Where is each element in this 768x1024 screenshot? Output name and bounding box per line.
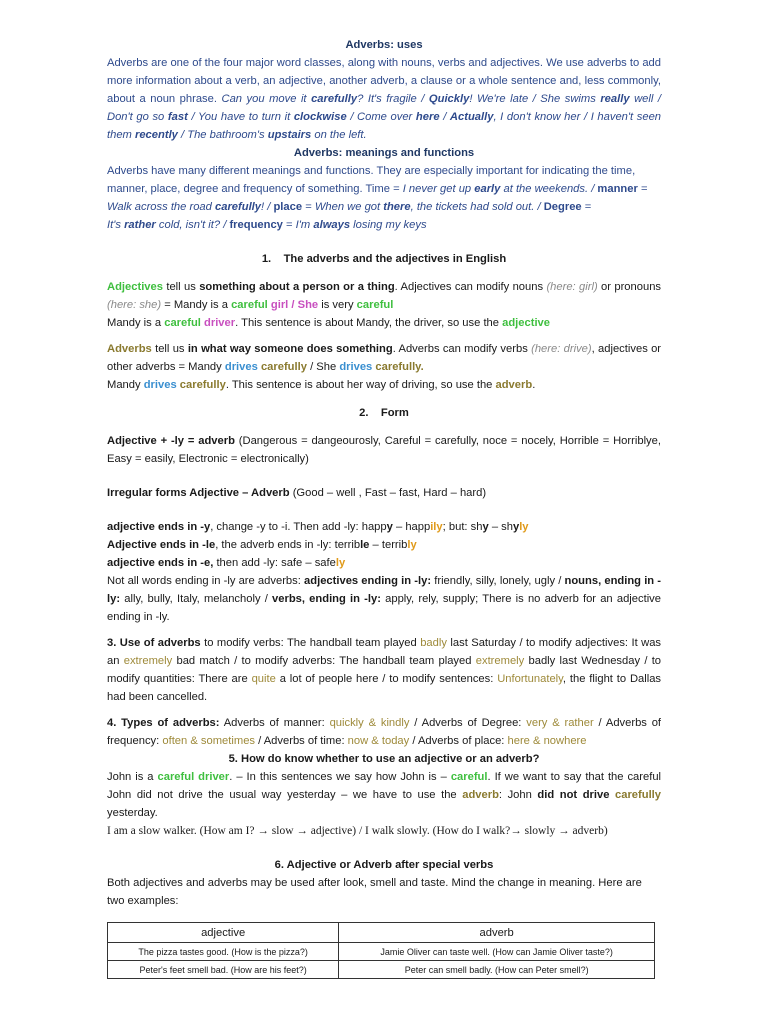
ex: When we got (314, 201, 381, 213)
ex-adverb: always (313, 219, 351, 231)
text-bold: Adjective + -ly = adverb (107, 435, 235, 447)
noun-word: driver (204, 317, 236, 329)
heading-adverbs-adjectives: 1. The adverbs and the adjectives in English (261, 253, 507, 265)
ex: ? It's fragile / (357, 93, 425, 105)
text-bold: something about a person or a thing (199, 281, 395, 293)
use-of-adverbs (107, 634, 661, 706)
ex: ! We're late / She swims (469, 93, 596, 105)
ex: It's (107, 219, 121, 231)
ex-adverb: Actually (449, 111, 494, 123)
ex-adverb: upstairs (267, 129, 312, 141)
ex-adverb: really (600, 93, 630, 105)
ex: ! / (261, 201, 271, 213)
adverb-word: carefully (260, 361, 307, 373)
text-bold: 4. Types of adverbs: (107, 717, 220, 729)
ex: I'm (295, 219, 311, 231)
text: badly last Wednesday / to modify quantities: There are (107, 655, 662, 685)
ex-adverb: there (383, 201, 411, 213)
text-bold: le (360, 539, 370, 551)
term: place (273, 201, 303, 213)
rule-y (107, 518, 661, 536)
note: (here: drive) (531, 343, 592, 355)
ex-adverb: recently (134, 129, 178, 141)
suffix: ly (519, 521, 529, 533)
ex: well / Don't go so (107, 93, 661, 123)
text: is very (321, 299, 354, 311)
text: yesterday. (107, 807, 158, 819)
adjective-word: careful (450, 771, 488, 783)
adverb-example: badly (420, 637, 447, 649)
ex: / (443, 111, 447, 123)
ex: cold, isn't it? / (158, 219, 227, 231)
adverb-example: extremely (123, 655, 173, 667)
uses-intro: Adverbs are one of the four major word classes, along with nouns, verbs and adjectives. We use adverbs to add more information about a verb, an adjective, another adverb, a clause or a whole sentence and, less commonly, about a noun phrase. (107, 57, 661, 105)
ex: , I don't know her / I haven't seen them (107, 111, 662, 141)
text: / Adverbs of place: (412, 735, 505, 747)
form-rule (107, 432, 661, 468)
text: apply, rely, supply; There is no adverb for an adjective ending in -ly. (107, 593, 661, 623)
text: : John (498, 789, 532, 801)
rule-le (107, 536, 661, 554)
text: to modify verbs: The handball team played (204, 637, 417, 649)
text: or pronouns (601, 281, 662, 293)
adverbs-paragraph (107, 340, 661, 394)
text: ; but: sh (442, 521, 483, 533)
noun-word: girl / She (270, 299, 319, 311)
text: – happ (395, 521, 431, 533)
text-bold: adjectives ending in -ly: (304, 575, 432, 587)
text: . If we want to say that the careful John did not drive the usual way yesterday – we have to use the (107, 771, 662, 801)
ex: / The bathroom's (181, 129, 265, 141)
irregular-forms (107, 484, 661, 502)
text-bold: Adjective ends in -le (107, 539, 216, 551)
adverb-example: Unfortunately (497, 673, 563, 685)
text: last Saturday / to modify adjectives: It was an (107, 637, 662, 667)
adjective-word: careful (231, 299, 268, 311)
text-bold: y (482, 521, 489, 533)
text: . This sentence is about her way of driving, so use the (225, 379, 493, 391)
suffix: ily (430, 521, 443, 533)
text-bold: did not drive (537, 789, 610, 801)
rule-e (107, 554, 661, 572)
text: a lot of people here / to modify sentences: (279, 673, 494, 685)
adverb-example: now & today (347, 735, 410, 747)
adverb-example: quite (251, 673, 276, 685)
text: (Dangerous = dangeourosly, Careful = carefully, noce = nocely, Horrible = Horriblye, Easy = easily, Electronic = electronically) (107, 435, 661, 465)
ex-adverb: here (415, 111, 440, 123)
examples-table (107, 922, 655, 979)
text: . Adjectives can modify nouns (394, 281, 544, 293)
text-bold: adjective ends in -y (107, 521, 211, 533)
ex: / You have to turn it (191, 111, 291, 123)
ex-adverb: carefully (215, 201, 262, 213)
text: Mandy is a (107, 317, 162, 329)
eq: = (286, 219, 293, 231)
adverb-example: very & rather (526, 717, 594, 729)
text: tell us (155, 343, 185, 355)
note: (here: girl) (546, 281, 598, 293)
text-bold: Irregular forms Adjective – Adverb (107, 487, 290, 499)
table-header-row (108, 923, 655, 943)
ex: on the left. (314, 129, 367, 141)
text: Not all words ending in -ly are adverbs: (107, 575, 301, 587)
note: (here: she) (107, 299, 162, 311)
adjective-word: careful (164, 317, 201, 329)
adverb-word: carefully (179, 379, 226, 391)
text-bold: y (512, 521, 520, 533)
text-bold: verbs, ending in -ly: (272, 593, 381, 605)
text: / Adverbs of Degree: (414, 717, 522, 729)
table-cell: Peter's feet smell bad. (How are his feet?) (108, 961, 339, 979)
adverb-word: carefully. (375, 361, 424, 373)
text-bold: y (386, 521, 393, 533)
eq: = (640, 183, 648, 195)
ex-adverb: Quickly (428, 93, 470, 105)
ex: I never get up (402, 183, 472, 195)
table-row (108, 961, 655, 979)
verb-word: drives (224, 361, 258, 373)
ex-adverb: rather (124, 219, 156, 231)
ex-adverb: fast (167, 111, 188, 123)
text-bold: in what way someone does something (187, 343, 393, 355)
eq: = (305, 201, 312, 213)
ex-adverb: early (474, 183, 501, 195)
heading-how-to-know: 5. How do know whether to use an adjective or an adverb? (228, 753, 540, 765)
table-cell: Jamie Oliver can taste well. (How can Jamie Oliver taste?) (339, 943, 655, 961)
text: John is a (107, 771, 154, 783)
adverbs-term: Adverbs (107, 343, 152, 355)
suffix: ly (335, 557, 346, 569)
text: . This sentence is about Mandy, the driver, so use the (235, 317, 499, 329)
text: , the adverb ends in -ly: terrib (215, 539, 361, 551)
uses-paragraph (107, 54, 661, 144)
adjectives-term: Adjectives (107, 281, 163, 293)
text: . (532, 379, 536, 391)
term: manner (597, 183, 638, 195)
section-title-meanings: Adverbs: meanings and functions (293, 147, 475, 159)
adjectives-paragraph (107, 278, 661, 332)
text-bold: 3. Use of adverbs (107, 637, 201, 649)
types-of-adverbs (107, 714, 661, 750)
text: / Adverbs of frequency: (107, 717, 662, 747)
table-cell: Peter can smell badly. (How can Peter smell?) (339, 961, 655, 979)
text: / Adverbs of time: (258, 735, 345, 747)
text: Adverbs of manner: (223, 717, 325, 729)
text: , the flight to Dallas had been cancelled. (107, 673, 662, 703)
term: Degree (543, 201, 582, 213)
text: ally, bully, Italy, melancholy / (124, 593, 268, 605)
table-row (108, 943, 655, 961)
text: then add -ly: safe – safe (216, 557, 336, 569)
slow-walker-example: I am a slow walker. (How am I? → slow → adjective) / I walk slowly. (How do I walk?→ slowly → adverb) (107, 825, 608, 837)
adverb-example: extremely (475, 655, 525, 667)
text: bad match / to modify adverbs: The handball team played (176, 655, 472, 667)
heading-form: 2. Form (359, 407, 409, 419)
text-bold: nouns, ending in -ly: (107, 575, 662, 605)
table-cell: The pizza tastes good. (How is the pizza?) (108, 943, 339, 961)
text: = Mandy is a (164, 299, 228, 311)
eq: = (584, 201, 592, 213)
text: / She (310, 361, 337, 373)
adverb-example: often & sometimes (162, 735, 256, 747)
column-header: adjective (108, 923, 339, 943)
adverb-example: here & nowhere (507, 735, 587, 747)
column-header: adverb (339, 923, 655, 943)
adverb-example: quickly & kindly (329, 717, 410, 729)
meanings-paragraph (107, 162, 661, 234)
meanings-intro: Adverbs have many different meanings and functions. They are especially important for indicating the time, manner, place, degree and frequency of something. Time = (107, 165, 636, 195)
text: – sh (491, 521, 513, 533)
term: frequency (229, 219, 283, 231)
section-title-uses: Adverbs: uses (345, 39, 423, 51)
ex: , the tickets had sold out. / (410, 201, 541, 213)
heading-special-verbs: 6. Adjective or Adverb after special verbs (274, 859, 494, 871)
ex: at the weekends. / (503, 183, 595, 195)
adverb-word: carefully (615, 789, 662, 801)
rule-not-all (107, 572, 661, 626)
text-bold: adjective ends in -e, (107, 557, 214, 569)
verb-word: drives (339, 361, 373, 373)
document-page (107, 36, 661, 979)
text: . – In this sentences we say how John is – (229, 771, 447, 783)
text: Mandy (107, 379, 141, 391)
how-to-know-paragraph (107, 768, 661, 822)
text: , adjectives or other adverbs = Mandy (107, 343, 662, 373)
special-verbs-paragraph: Both adjectives and adverbs may be used after look, smell and taste. Mind the change in meaning. Here are two examples: (107, 877, 642, 907)
text: (Good – well , Fast – fast, Hard – hard) (292, 487, 487, 499)
ex-adverb: clockwise (293, 111, 347, 123)
text: . Adverbs can modify verbs (392, 343, 528, 355)
ex: / Come over (350, 111, 413, 123)
ex: losing my keys (353, 219, 427, 231)
adverb-word: adverb (495, 379, 533, 391)
text: , change -y to -i. Then add -ly: happ (210, 521, 387, 533)
adjective-word: adjective (502, 317, 550, 329)
ex: Can you move it (221, 93, 307, 105)
verb-word: drives (143, 379, 177, 391)
text: tell us (166, 281, 196, 293)
text: – terrib (372, 539, 408, 551)
adjective-word: careful driver (157, 771, 230, 783)
text: friendly, silly, lonely, ugly / (434, 575, 562, 587)
ex: Walk across the road (107, 201, 212, 213)
adjective-word: careful (356, 299, 394, 311)
suffix: ly (407, 539, 417, 551)
ex-adverb: carefully (311, 93, 358, 105)
adverb-word: adverb (462, 789, 499, 801)
